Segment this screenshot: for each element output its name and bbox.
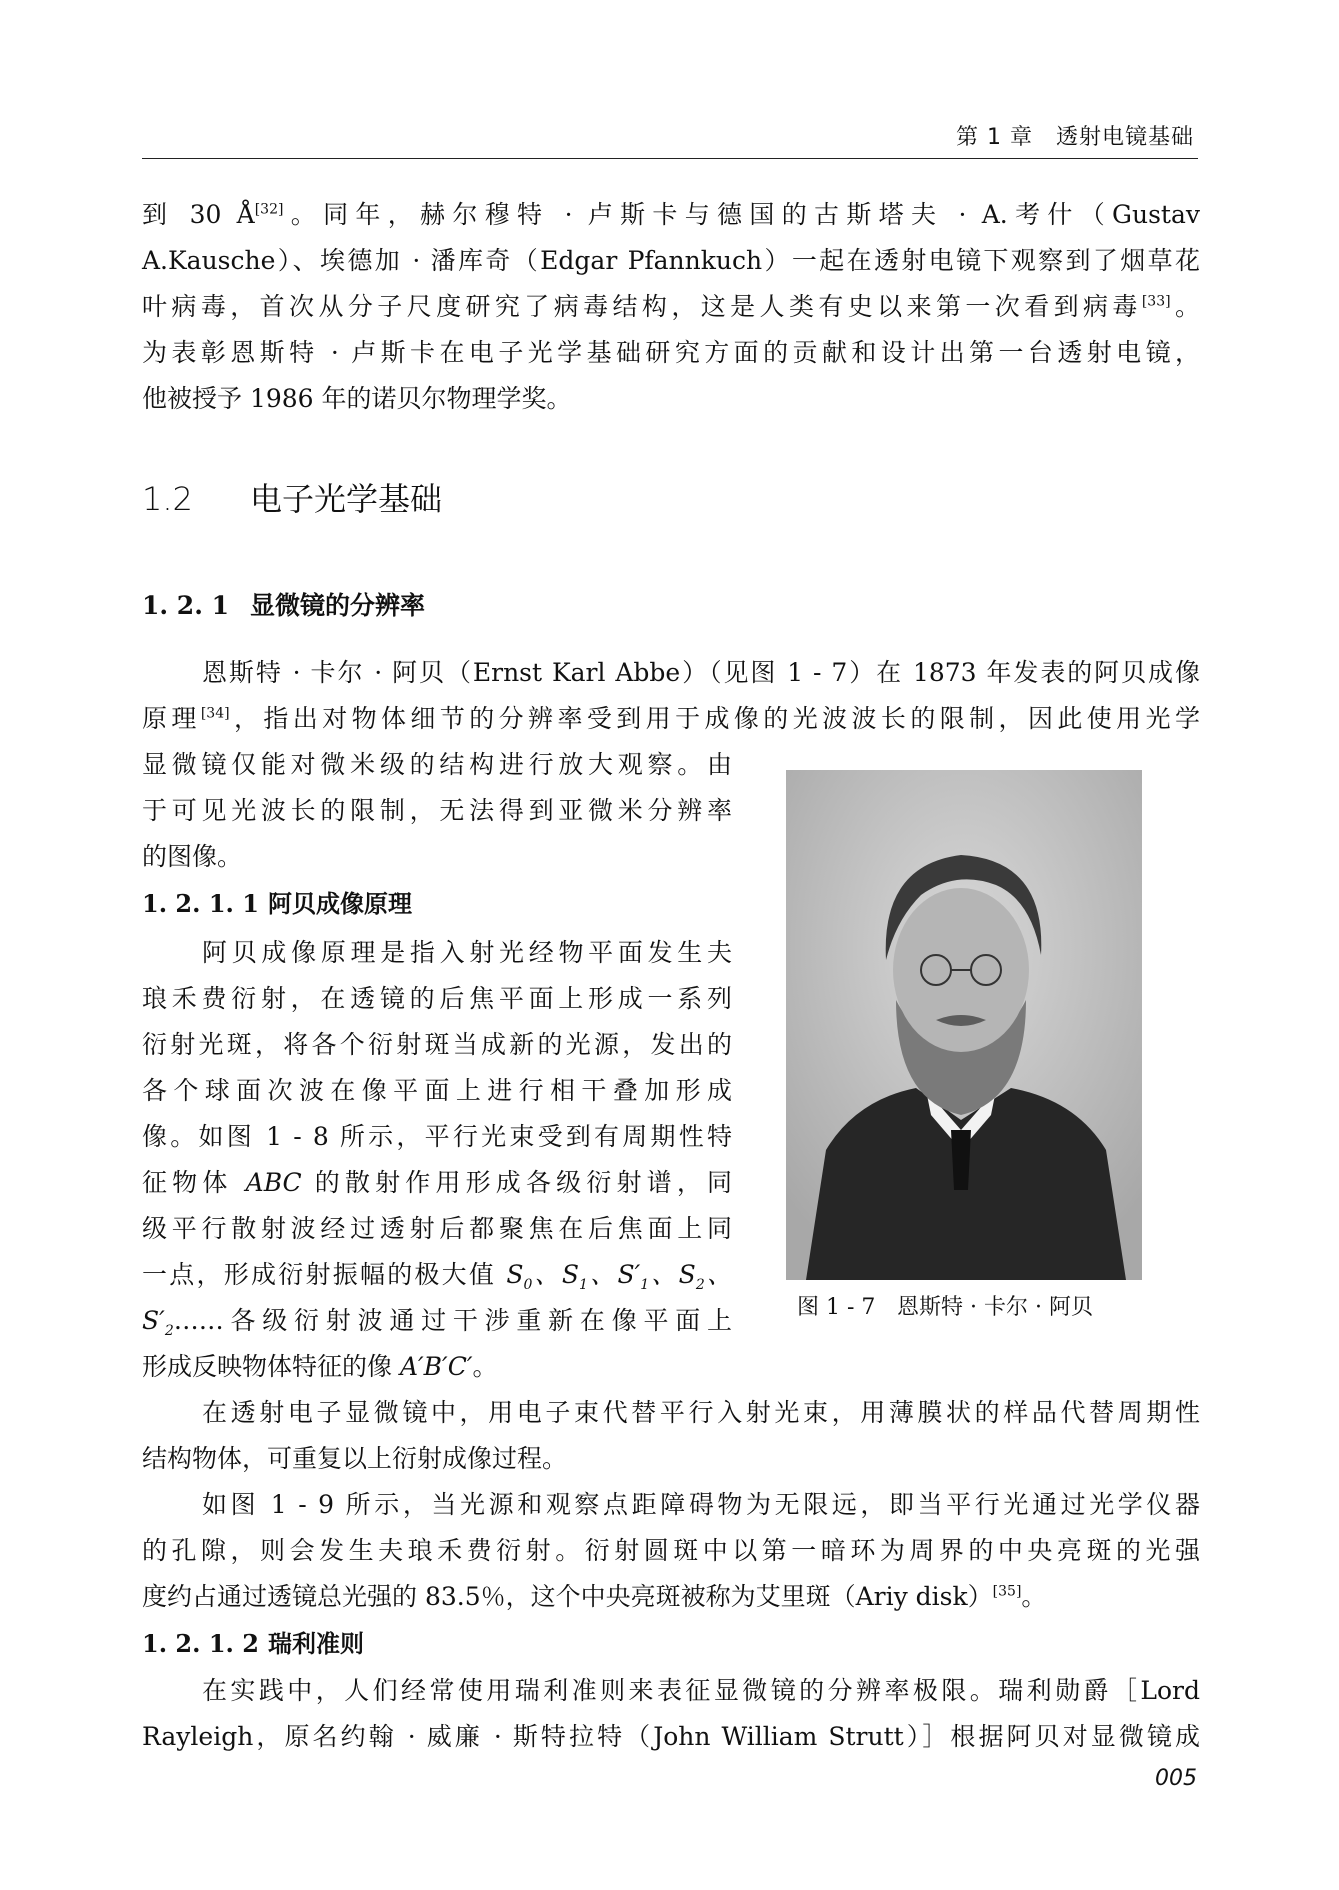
citation-34: [34] bbox=[200, 705, 230, 722]
para1-line-1: 恩斯特 · 卡尔 · 阿贝（Ernst Karl Abbe）（见图 1 - 7）在 1873 年发表的阿贝成像 bbox=[202, 658, 1200, 687]
para2-line-8 bbox=[142, 1252, 732, 1298]
running-header bbox=[142, 118, 1198, 159]
subsubsection-heading-2 bbox=[142, 1624, 364, 1659]
subsubsection-number-2: 1. 2. 1. 2 bbox=[142, 1629, 259, 1658]
intro-line-5: 他被授予 1986 年的诺贝尔物理学奖。 bbox=[142, 384, 572, 413]
figure-number: 图 1 - 7 bbox=[797, 1295, 876, 1320]
para2-line-9b: ……各级衍射波通过干涉重新在像平面上 bbox=[173, 1306, 732, 1335]
diffraction-maxima: $S_0$、$S_1$、$S'_1$、$S_2$、 bbox=[506, 1260, 732, 1293]
para2-line-5: 像。如图 1 - 8 所示，平行光束受到有周期性特 bbox=[142, 1122, 732, 1151]
intro-line-3: 叶病毒，首次从分子尺度研究了病毒结构，这是人类有史以来第一次看到病毒[33]。 bbox=[142, 292, 1200, 321]
subsubsection-number-1: 1. 2. 1. 1 bbox=[142, 889, 259, 918]
para2-line-6a: 征物体 bbox=[142, 1168, 246, 1197]
figure-caption-text: 恩斯特 · 卡尔 · 阿贝 bbox=[897, 1295, 1093, 1320]
para2-line-3: 衍射光斑，将各个衍射斑当成新的光源，发出的 bbox=[142, 1030, 732, 1059]
para1-line-2 bbox=[142, 696, 1200, 742]
subsubsection-title-1: 阿贝成像原理 bbox=[268, 889, 412, 918]
para2-line-7: 级平行散射波经过透射后都聚焦在后焦面上同 bbox=[142, 1214, 732, 1243]
subsection-heading bbox=[142, 586, 425, 622]
para2-line-10b: 。 bbox=[472, 1352, 498, 1381]
para2-line-10a: 形成反映物体特征的像 bbox=[142, 1352, 400, 1381]
para3-line-2: 结构物体，可重复以上衍射成像过程。 bbox=[142, 1444, 568, 1473]
section-heading bbox=[142, 474, 442, 520]
subsection-number: 1. 2. 1 bbox=[142, 591, 229, 620]
para1-line-3: 显微镜仅能对微米级的结构进行放大观察。由 bbox=[142, 750, 732, 779]
section-title: 电子光学基础 bbox=[250, 480, 443, 518]
para4-line-3b: 。 bbox=[1021, 1582, 1047, 1611]
para2-line-6b: 的散射作用形成各级衍射谱，同 bbox=[301, 1168, 733, 1197]
para2-line-4: 各个球面次波在像平面上进行相干叠加形成 bbox=[142, 1076, 732, 1105]
para2-line-1: 阿贝成像原理是指入射光经物平面发生夫 bbox=[202, 938, 732, 967]
para4-line-2: 的孔隙，则会发生夫琅禾费衍射。衍射圆斑中以第一暗环为周界的中央亮斑的光强 bbox=[142, 1536, 1200, 1565]
subsection-title: 显微镜的分辨率 bbox=[250, 591, 426, 620]
page-number: 005 bbox=[1155, 1766, 1197, 1791]
para4-line-1: 如图 1 - 9 所示，当光源和观察点距障碍物为无限远，即当平行光通过光学仪器 bbox=[202, 1490, 1200, 1519]
subsubsection-heading-1 bbox=[142, 884, 412, 919]
para5-line-1: 在实践中，人们经常使用瑞利准则来表征显微镜的分辨率极限。瑞利勋爵［Lord bbox=[202, 1676, 1200, 1705]
object-abc: ABC bbox=[245, 1168, 302, 1197]
section-number: 1.2 bbox=[142, 480, 193, 518]
intro-line-1: 到 30 Å[32]。同年，赫尔穆特 · 卢斯卡与德国的古斯塔夫 · A.考什（Gustav bbox=[142, 200, 1200, 229]
para4-line-3a: 度约占通过透镜总光强的 83.5％，这个中央亮斑被称为艾里斑（Ariy disk） bbox=[142, 1582, 993, 1611]
para1-line-2b: ，指出对物体细节的分辨率受到用于成像的光波波长的限制，因此使用光学 bbox=[229, 704, 1200, 733]
portrait-photo bbox=[786, 770, 1142, 1280]
para2-line-10 bbox=[142, 1344, 732, 1390]
para3-line-1: 在透射电子显微镜中，用电子束代替平行入射光束，用薄膜状的样品代替周期性 bbox=[202, 1398, 1200, 1427]
para1-line-5: 的图像。 bbox=[142, 842, 243, 871]
para2-line-2: 琅禾费衍射，在透镜的后焦平面上形成一系列 bbox=[142, 984, 732, 1013]
para2-line-6 bbox=[142, 1160, 732, 1206]
subsubsection-title-2: 瑞利准则 bbox=[268, 1629, 364, 1658]
chapter-title: 第 1 章 透射电镜基础 bbox=[956, 125, 1194, 150]
intro-line-4: 为表彰恩斯特 · 卢斯卡在电子光学基础研究方面的贡献和设计出第一台透射电镜， bbox=[142, 338, 1200, 367]
para4-line-3 bbox=[142, 1574, 1200, 1620]
para1-line-4: 于可见光波长的限制，无法得到亚微米分辨率 bbox=[142, 796, 732, 825]
para5-line-2: Rayleigh，原名约翰 · 威廉 · 斯特拉特（John William Strutt）］根据阿贝对显微镜成 bbox=[142, 1722, 1200, 1751]
para2-line-8a: 一点，形成衍射振幅的极大值 bbox=[142, 1260, 507, 1289]
citation-35: [35] bbox=[992, 1583, 1022, 1600]
figure-caption bbox=[797, 1290, 1093, 1321]
intro-line-2: A.Kausche）、埃德加 · 潘库奇（Edgar Pfannkuch）一起在透射电镜下观察到了烟草花 bbox=[142, 246, 1200, 275]
portrait-illustration bbox=[786, 770, 1142, 1280]
diffraction-s2-prime: $S'_2$ bbox=[142, 1306, 174, 1339]
para2-line-9 bbox=[142, 1298, 732, 1344]
image-abc-prime: A′B′C′ bbox=[399, 1352, 473, 1381]
para1-line-2a: 原理 bbox=[142, 704, 201, 733]
